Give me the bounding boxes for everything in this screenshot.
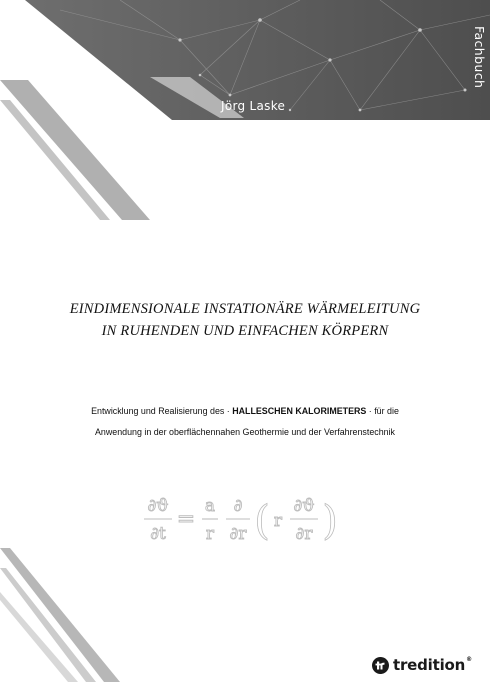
formula-inner-r: r: [273, 511, 283, 531]
formula-paren-close: ): [322, 498, 338, 544]
formula-inner-num: ∂ϑ: [293, 496, 315, 516]
tredition-logo-icon: [372, 657, 389, 674]
title-line-2: IN RUHENDEN UND EINFACHEN KÖRPERN: [101, 323, 389, 339]
subtitle-line-1-before: Entwicklung und Realisierung des ·: [91, 406, 233, 416]
subtitle-line-1-after: · für die: [366, 406, 399, 416]
title-line-1: EINDIMENSIONALE INSTATIONÄRE WÄRMELEITUNG: [69, 301, 421, 317]
heat-equation-formula: [140, 492, 350, 552]
formula-inner-den: ∂r: [295, 524, 313, 544]
series-label: Fachbuch: [472, 26, 487, 89]
formula-paren-open: (: [254, 498, 270, 544]
formula-coef-den: r: [205, 524, 215, 544]
author-name: Jörg Laske: [221, 99, 286, 113]
formula-equals: =: [176, 507, 196, 532]
publisher-name: tredition®: [393, 656, 472, 674]
formula-op-num: ∂: [233, 496, 243, 516]
book-title: [0, 298, 490, 342]
formula-op-den: ∂r: [229, 524, 247, 544]
publisher-logo: [372, 656, 472, 674]
banner-stripe-1: [0, 80, 150, 220]
book-subtitle: [0, 401, 490, 443]
bottom-stripe-3: [0, 592, 78, 682]
formula-lhs-num: ∂ϑ: [147, 496, 169, 516]
bottom-stripe-2: [0, 568, 96, 682]
registered-mark: ®: [466, 656, 472, 663]
subtitle-line-1: [0, 401, 490, 422]
bottom-stripes: [0, 548, 200, 682]
subtitle-line-2: Anwendung in der oberflächennahen Geothermie und der Verfahrenstechnik: [95, 427, 395, 437]
subtitle-line-1-bold: HALLESCHEN KALORIMETERS: [232, 406, 367, 416]
formula-coef-num: a: [204, 496, 216, 516]
formula-lhs-den: ∂t: [150, 524, 166, 544]
